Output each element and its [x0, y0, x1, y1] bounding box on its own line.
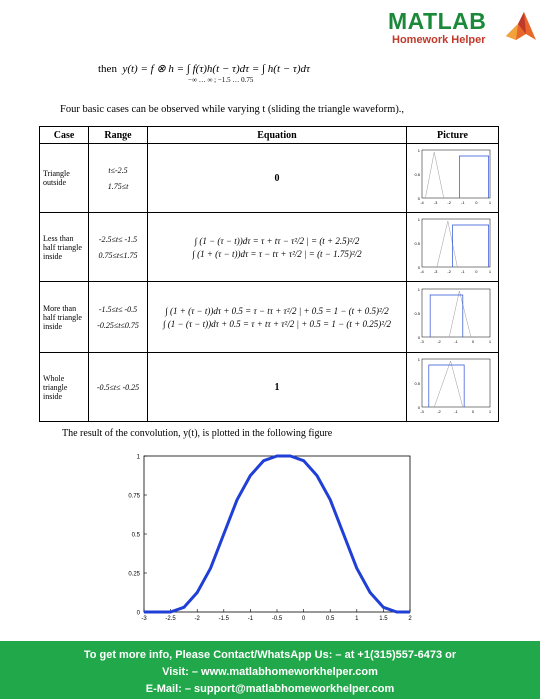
case-label: Less than half triangle inside: [40, 213, 89, 282]
picture-cell: [407, 213, 499, 282]
mini-x-tick-label: 1: [488, 269, 492, 274]
range-value: -0.25≤t≤0.75: [97, 320, 139, 330]
x-tick-label: -1: [247, 616, 254, 622]
brand-name: MATLAB: [388, 8, 487, 34]
range-value: -2.5≤t≤ -1.5: [98, 234, 138, 244]
mini-x-tick-label: -1: [461, 269, 465, 274]
integral-limits: −∞ … ∞ ; −1.5 … 0.75: [188, 76, 254, 84]
cases-table: [39, 126, 499, 422]
equation-cell: [148, 144, 407, 213]
range-value: 0.75≤t≤1.75: [98, 250, 138, 260]
table-row: [40, 353, 499, 422]
mini-x-tick-label: 1: [488, 339, 492, 344]
table-row: [40, 282, 499, 353]
y-tick-label: 0.25: [128, 571, 140, 578]
range-value: t≤-2.5: [108, 165, 128, 175]
mini-x-tick-label: -2: [447, 200, 451, 205]
mini-plot: [410, 215, 494, 277]
mini-plot: [410, 146, 494, 208]
case-label: Triangle outside: [40, 144, 89, 213]
table-row: [40, 213, 499, 282]
footer-line-email[interactable]: E-Mail: – support@matlabhomeworkhelper.com: [145, 683, 395, 695]
mini-y-tick-label: 0: [417, 405, 420, 410]
equation-value: ∫ (1 + (τ − t))dτ + 0.5 = τ − tτ + τ²/2 | + 0.5 = 1 − (t + 0.5)²/2: [165, 305, 389, 316]
x-tick-label: -2.5: [165, 616, 176, 622]
range-value: 1.75≤t: [107, 181, 129, 191]
mini-plot-frame: [422, 289, 490, 337]
picture-cell: [407, 282, 499, 353]
equation-value: ∫ (1 + (τ − t))dτ = τ − tτ + τ²/2 | = (t − 1.75)²/2: [192, 248, 362, 259]
mini-plot-frame: [422, 359, 490, 407]
picture-cell: [407, 144, 499, 213]
mini-x-tick-label: 0: [471, 409, 475, 414]
mini-x-tick-label: -2: [447, 269, 451, 274]
mini-y-tick-label: 0: [417, 335, 420, 340]
table-row: [40, 144, 499, 213]
mini-y-tick-label: 1: [417, 148, 420, 153]
intro-text: Four basic cases can be observed while varying t (sliding the triangle waveform).,: [60, 104, 405, 115]
mini-y-tick-label: 1: [417, 217, 420, 222]
mini-x-tick-label: -1: [454, 339, 458, 344]
matlab-peak-icon: [504, 10, 538, 46]
y-tick-label: 1: [136, 454, 140, 461]
header-range: Range: [89, 127, 148, 144]
footer-line-contact: To get more info, Please Contact/WhatsApp Us: – at +1(315)557-6473 or: [83, 649, 457, 661]
mini-x-tick-label: -3: [420, 409, 424, 414]
mini-x-tick-label: 0: [475, 200, 478, 205]
x-tick-label: 0.5: [326, 616, 335, 622]
x-tick-label: -3: [141, 616, 147, 622]
convolution-equation: then y(t) = f ⊗ h = ∫ f(τ)h(t − τ)dτ = ∫ h(t − τ)dτ −∞ … ∞ ; −1.5 … 0.75: [98, 63, 310, 84]
mini-x-tick-label: -4: [420, 269, 424, 274]
case-label: More than half triangle inside: [40, 282, 89, 353]
mini-x-tick-label: -2: [437, 409, 441, 414]
contact-footer: [0, 641, 540, 699]
mini-y-tick-label: 0: [417, 196, 420, 201]
picture-cell: [407, 353, 499, 422]
equation-cell: [148, 213, 407, 282]
range-cell: [89, 213, 148, 282]
mini-x-tick-label: -4: [420, 200, 424, 205]
plot-area: [144, 456, 410, 612]
x-tick-label: -1.5: [218, 616, 229, 622]
y-tick-label: 0.75: [128, 493, 140, 500]
mini-x-tick-label: -3: [433, 269, 438, 274]
brand-subtitle: Homework Helper: [392, 34, 486, 46]
range-cell: [89, 144, 148, 213]
x-tick-label: 1.5: [379, 616, 388, 622]
header-case: Case: [40, 127, 89, 144]
mini-x-tick-label: 1: [488, 409, 492, 414]
brand-logo: [380, 6, 540, 48]
convolution-chart: [124, 452, 420, 624]
mini-y-tick-label: 0.5: [414, 311, 420, 316]
range-cell: [89, 282, 148, 353]
equation-value: ∫ (1 − (τ − t))dτ = τ + tτ − τ²/2 | = (t + 2.5)²/2: [194, 235, 360, 246]
mini-y-tick-label: 0.5: [414, 241, 420, 246]
x-tick-label: 2: [408, 616, 412, 622]
header-equation: Equation: [148, 127, 407, 144]
case-label: Whole triangle inside: [40, 353, 89, 422]
mini-plot: [410, 355, 494, 417]
mini-plot: [410, 285, 494, 347]
mini-x-tick-label: 0: [471, 339, 475, 344]
mini-y-tick-label: 1: [417, 287, 420, 292]
x-tick-label: -2: [194, 616, 200, 622]
mini-y-tick-label: 1: [417, 357, 420, 362]
range-value: -0.5≤t≤ -0.25: [96, 382, 140, 392]
equation-value: 0: [274, 172, 280, 184]
mini-x-tick-label: -1: [454, 409, 458, 414]
range-cell: [89, 353, 148, 422]
mini-x-tick-label: -3: [420, 339, 424, 344]
x-tick-label: 0: [301, 616, 306, 622]
mini-y-tick-label: 0.5: [414, 381, 420, 386]
mini-y-tick-label: 0.5: [414, 172, 420, 177]
mini-x-tick-label: 0: [475, 269, 478, 274]
convolution-equation-text: y(t) = f ⊗ h = ∫ f(τ)h(t − τ)dτ = ∫ h(t − τ)dτ: [122, 63, 310, 75]
y-tick-label: 0.5: [131, 532, 140, 539]
equation-cell: [148, 353, 407, 422]
y-tick-label: 0: [136, 610, 140, 617]
header-picture: Picture: [407, 127, 499, 144]
equation-cell: [148, 282, 407, 353]
result-caption: The result of the convolution, y(t), is plotted in the following figure: [62, 428, 333, 439]
footer-line-website[interactable]: Visit: – www.matlabhomeworkhelper.com: [162, 666, 378, 678]
mini-plot-frame: [422, 150, 490, 198]
mini-y-tick-label: 0: [417, 265, 420, 270]
x-tick-label: -0.5: [271, 616, 283, 622]
equation-value: ∫ (1 − (τ − t))dτ + 0.5 = τ + tτ + τ²/2 | + 0.5 = 1 − (t + 0.25)²/2: [163, 318, 391, 329]
mini-x-tick-label: -2: [437, 339, 441, 344]
table-header-row: [40, 127, 499, 144]
mini-x-tick-label: -1: [461, 200, 465, 205]
x-tick-label: 1: [355, 616, 359, 622]
equation-value: 1: [274, 381, 280, 393]
mini-x-tick-label: -3: [433, 200, 438, 205]
mini-x-tick-label: 1: [488, 200, 492, 205]
range-value: -1.5≤t≤ -0.5: [98, 304, 138, 314]
